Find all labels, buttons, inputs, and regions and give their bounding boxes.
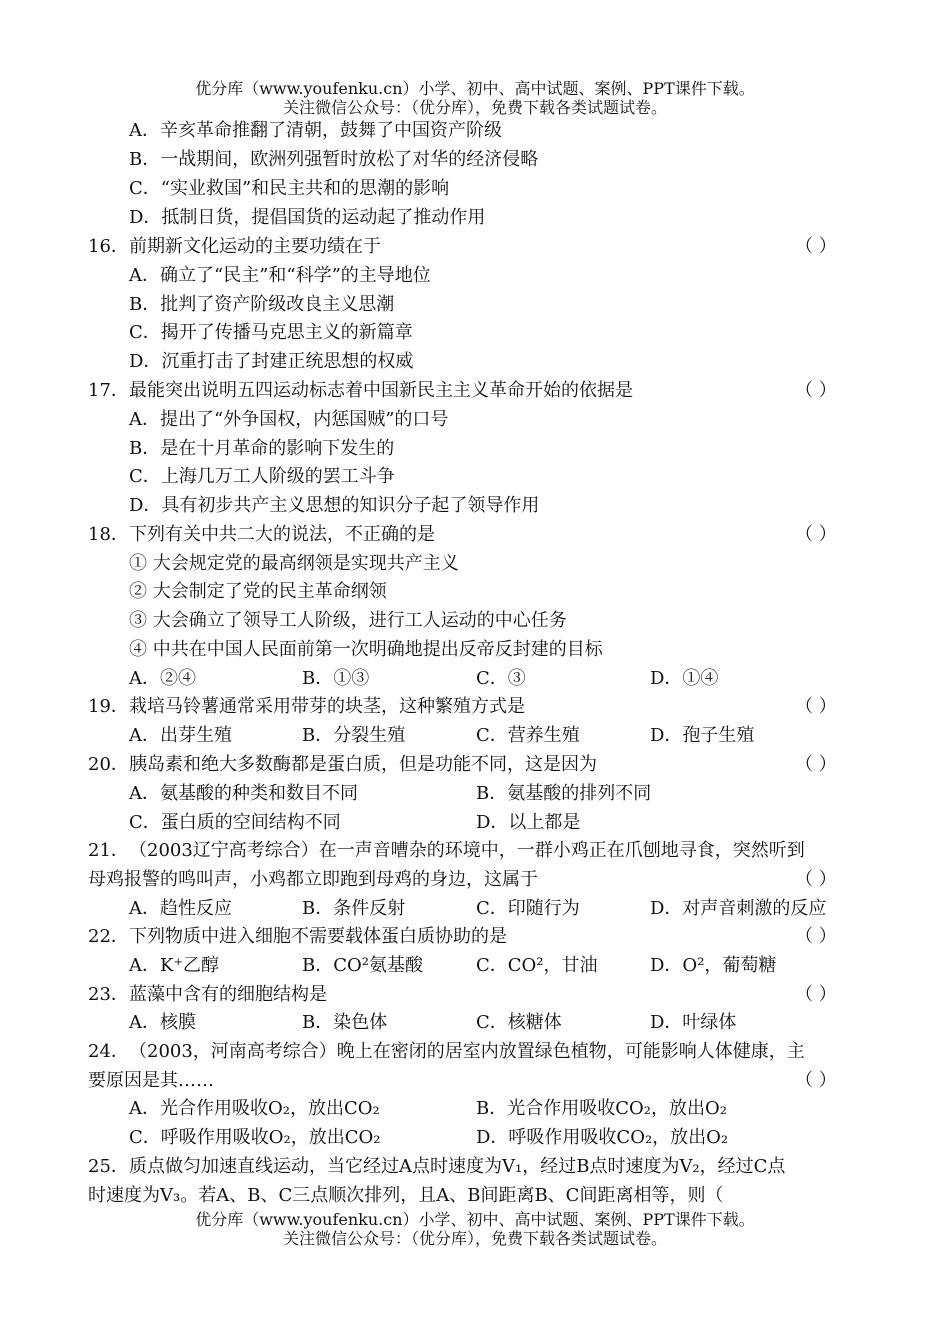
q15-option-c: C．“实业救国”和民主共和的思潮的影响 (129, 178, 450, 199)
header-line-1: 优分库（www.youfenku.cn）小学、初中、高中试题、案例、PPT课件下载。 (195, 79, 755, 98)
q23-stem: 蓝藻中含有的细胞结构是 (129, 984, 327, 1005)
q22-answer-blank: （ ） (795, 926, 837, 947)
q21-option-d: D．对声音刺激的反应 (650, 898, 827, 919)
q18-option-c: C．③ (476, 668, 526, 689)
q16-answer-blank: （ ） (795, 236, 837, 257)
q21-option-a: A．趋性反应 (129, 898, 232, 919)
q17-option-a: A．提出了“外争国权，内惩国贼”的口号 (129, 409, 449, 430)
q16-option-a: A．确立了“民主”和“科学”的主导地位 (129, 265, 431, 286)
q17-option-d: D．具有初步共产主义思想的知识分子起了领导作用 (129, 495, 540, 516)
q20-option-d: D．以上都是 (476, 812, 581, 833)
q21-number: 21． (88, 840, 129, 861)
q23-answer-blank: （ ） (795, 984, 837, 1005)
q24-stem-line-2: 要原因是其…… (88, 1070, 214, 1091)
q20-number: 20． (88, 754, 129, 775)
q22-number: 22． (88, 926, 129, 947)
q24-option-c: C．呼吸作用吸收O₂，放出CO₂ (129, 1127, 381, 1148)
q18-item-2: ② 大会制定了党的民主革命纲领 (129, 581, 387, 602)
q23-option-d: D．叶绿体 (650, 1012, 737, 1033)
q20-answer-blank: （ ） (795, 754, 837, 775)
q20-option-a: A．氨基酸的种类和数目不同 (129, 783, 358, 804)
q22-option-b: B．CO²氨基酸 (302, 955, 423, 976)
q18-number: 18． (88, 524, 129, 545)
q17-answer-blank: （ ） (795, 380, 837, 401)
q20-option-b: B．氨基酸的排列不同 (476, 783, 652, 804)
q25-number: 25． (88, 1156, 129, 1177)
q21-stem-line-2: 母鸡报警的鸣叫声，小鸡都立即跑到母鸡的身边，这属于 (88, 869, 538, 890)
q21-answer-blank: （ ） (795, 869, 837, 890)
q19-option-c: C．营养生殖 (476, 725, 580, 746)
q15-option-d: D．抵制日货，提倡国货的运动起了推动作用 (129, 207, 486, 228)
q18-answer-blank: （ ） (795, 524, 837, 545)
q19-stem: 栽培马铃薯通常采用带芽的块茎，这种繁殖方式是 (129, 696, 525, 717)
q15-option-b: B．一战期间，欧洲列强暂时放松了对华的经济侵略 (129, 149, 539, 170)
q21-option-b: B．条件反射 (302, 898, 406, 919)
header-line-2: 关注微信公众号：（优分库），免费下载各类试题试卷。 (282, 98, 667, 117)
q24-answer-blank: （ ） (795, 1070, 837, 1091)
q18-stem: 下列有关中共二大的说法，不正确的是 (129, 524, 435, 545)
q18-option-b: B．①③ (302, 668, 370, 689)
q22-option-c: C．CO²，甘油 (476, 955, 598, 976)
q20-option-c: C．蛋白质的空间结构不同 (129, 812, 341, 833)
q24-option-a: A．光合作用吸收O₂，放出CO₂ (129, 1098, 380, 1119)
q15-option-a: A．辛亥革命推翻了清朝，鼓舞了中国资产阶级 (129, 120, 502, 141)
q22-stem: 下列物质中进入细胞不需要载体蛋白质协助的是 (129, 926, 507, 947)
q21-stem-line-1: （2003辽宁高考综合）在一声音嘈杂的环境中，一群小鸡正在爪刨地寻食，突然听到 (129, 840, 805, 861)
q24-number: 24． (88, 1041, 129, 1062)
q19-answer-blank: （ ） (795, 696, 837, 717)
q16-option-b: B．批判了资产阶级改良主义思潮 (129, 294, 395, 315)
q17-stem: 最能突出说明五四运动标志着中国新民主主义革命开始的依据是 (129, 380, 633, 401)
footer-line-1: 优分库（www.youfenku.cn）小学、初中、高中试题、案例、PPT课件下载。 (195, 1210, 755, 1229)
q19-option-a: A．出芽生殖 (129, 725, 232, 746)
q19-option-b: B．分裂生殖 (302, 725, 406, 746)
q25-stem-line-1: 质点做匀加速直线运动，当它经过A点时速度为V₁，经过B点时速度为V₂，经过C点 (129, 1156, 786, 1177)
q16-option-c: C．揭开了传播马克思主义的新篇章 (129, 322, 413, 343)
q22-option-d: D．O²，葡萄糖 (650, 955, 777, 976)
q22-option-a: A．K⁺乙醇 (129, 955, 219, 976)
q24-option-b: B．光合作用吸收CO₂，放出O₂ (476, 1098, 727, 1119)
q17-option-c: C．上海几万工人阶级的罢工斗争 (129, 466, 395, 487)
q24-stem-line-1: （2003，河南高考综合）晚上在密闭的居室内放置绿色植物，可能影响人体健康，主 (129, 1041, 805, 1062)
q16-option-d: D．沉重打击了封建正统思想的权威 (129, 351, 414, 372)
footer-line-2: 关注微信公众号：（优分库），免费下载各类试题试卷。 (282, 1229, 667, 1248)
q18-item-4: ④ 中共在中国人民面前第一次明确地提出反帝反封建的目标 (129, 639, 603, 660)
q24-option-d: D．呼吸作用吸收CO₂，放出O₂ (476, 1127, 729, 1148)
q25-stem-line-2: 时速度为V₃。若A、B、C三点顺次排列，且A、B间距离B、C间距离相等，则（ (88, 1185, 724, 1206)
q18-item-1: ① 大会规定党的最高纲领是实现共产主义 (129, 553, 459, 574)
q18-option-a: A．②④ (129, 668, 196, 689)
q19-number: 19． (88, 696, 129, 717)
q19-option-d: D．孢子生殖 (650, 725, 755, 746)
q23-option-b: B．染色体 (302, 1012, 388, 1033)
q16-number: 16． (88, 236, 129, 257)
q23-option-a: A．核膜 (129, 1012, 196, 1033)
q20-stem: 胰岛素和绝大多数酶都是蛋白质，但是功能不同，这是因为 (129, 754, 597, 775)
q17-option-b: B．是在十月革命的影响下发生的 (129, 438, 395, 459)
q18-item-3: ③ 大会确立了领导工人阶级，进行工人运动的中心任务 (129, 610, 567, 631)
q17-number: 17． (88, 380, 129, 401)
q23-number: 23． (88, 984, 129, 1005)
q23-option-c: C．核糖体 (476, 1012, 562, 1033)
q21-option-c: C．印随行为 (476, 898, 580, 919)
q18-option-d: D．①④ (650, 668, 719, 689)
q16-stem: 前期新文化运动的主要功绩在于 (129, 236, 381, 257)
